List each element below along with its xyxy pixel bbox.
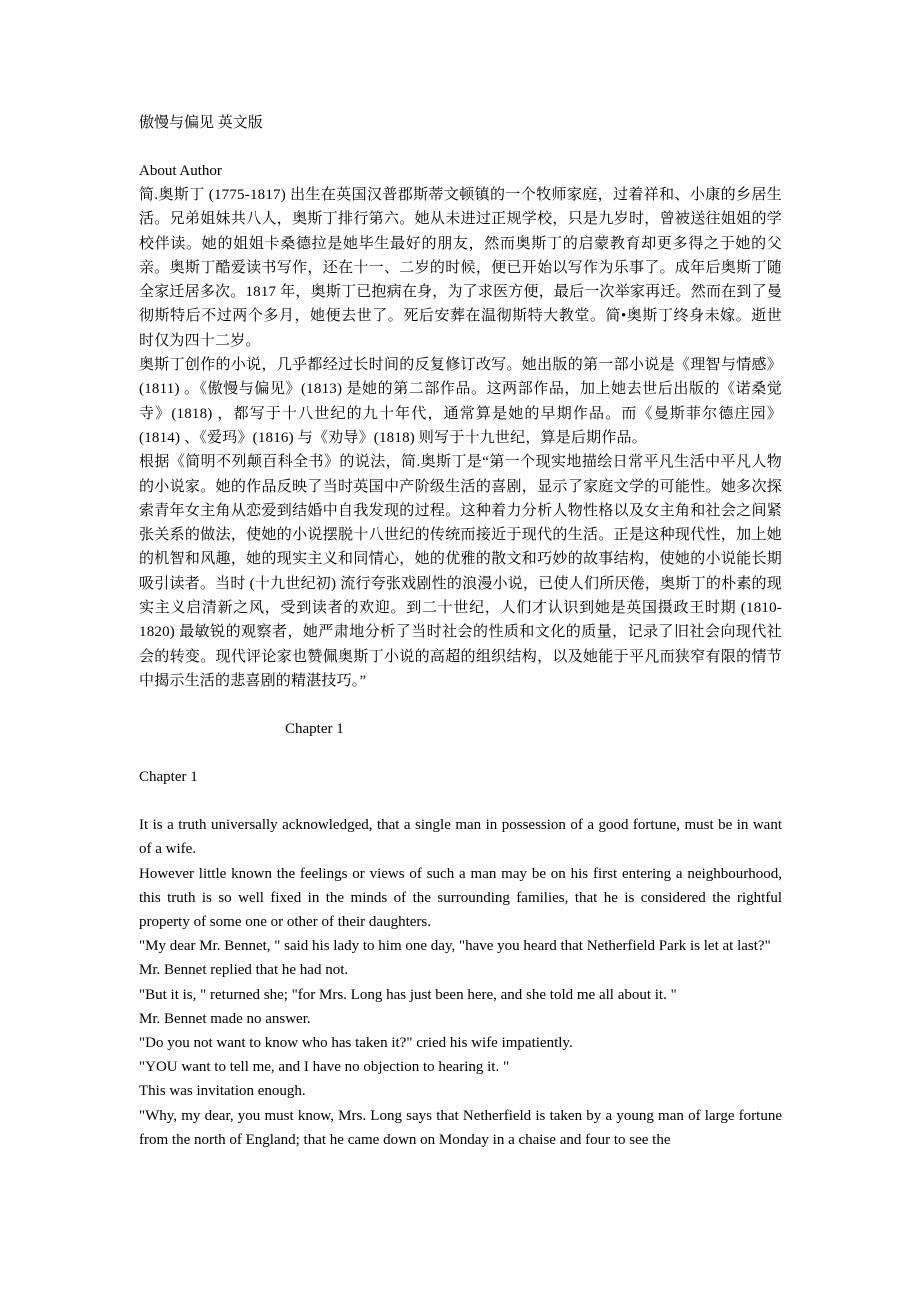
chapter-paragraph: However little known the feelings or views of such a man may be on his first entering a neighbourhood, this truth is so well fixed in the minds of the surrounding families, that he is considered the rightful property of some one or other of their daughters.	[139, 865, 782, 931]
chapter-text	[139, 813, 782, 1152]
about-author-section	[139, 183, 782, 693]
document-title: 傲慢与偏见 英文版	[139, 115, 263, 131]
chapter-paragraph: Mr. Bennet made no answer.	[139, 1010, 311, 1027]
chapter-paragraph: "YOU want to tell me, and I have no objection to hearing it. "	[139, 1059, 510, 1076]
document-page	[139, 111, 782, 1152]
chapter-paragraph: "My dear Mr. Bennet, " said his lady to him one day, "have you heard that Netherfield Park is let at last?"	[139, 938, 771, 955]
chapter-heading-centered: Chapter 1	[285, 721, 344, 738]
chapter-heading: Chapter 1	[139, 769, 198, 786]
chapter-paragraph: It is a truth universally acknowledged, that a single man in possession of a good fortune, must be in want of a wife.	[139, 817, 782, 858]
chapter-paragraph: This was invitation enough.	[139, 1083, 306, 1100]
chapter-paragraph: "But it is, " returned she; "for Mrs. Long has just been here, and she told me all about it. "	[139, 986, 677, 1003]
about-author-heading: About Author	[139, 163, 222, 179]
chapter-paragraph: "Do you not want to know who has taken it?" cried his wife impatiently.	[139, 1035, 573, 1052]
chapter-paragraph: Mr. Bennet replied that he had not.	[139, 962, 349, 979]
about-paragraph: 根据《简明不列颠百科全书》的说法，简.奥斯丁是“第一个现实地描绘日常平凡生活中平凡人物的小说家。她的作品反映了当时英国中产阶级生活的喜剧，显示了家庭文学的可能性。她多次探索青年女主角从恋爱到结婚中自我发现的过程。这种着力分析人物性格以及女主角和社会之间紧张关系的做法，使她的小说摆脱十八世纪的传统而接近于现代的生活。正是这种现代性，加上她的机智和风趣，她的现实主义和同情心，她的优雅的散文和巧妙的故事结构，使她的小说能长期吸引读者。当时 (十九世纪初) 流行夸张戏剧性的浪漫小说，已使人们所厌倦，奥斯丁的朴素的现实主义启清新之风，受到读者的欢迎。到二十世纪，人们才认识到她是英国摄政王时期 (1810-1820) 最敏锐的观察者，她严肃地分析了当时社会的性质和文化的质量，记录了旧社会向现代社会的转变。现代评论家也赞佩奥斯丁小说的高超的组织结构，以及她能于平凡而狭窄有限的情节中揭示生活的悲喜剧的精湛技巧。”	[139, 454, 782, 689]
chapter-paragraph: "Why, my dear, you must know, Mrs. Long says that Netherfield is taken by a young man of large fortune from the north of England; that he came down on Monday in a chaise and four to see the	[139, 1107, 782, 1148]
about-paragraph: 简.奥斯丁 (1775-1817) 出生在英国汉普郡斯蒂文顿镇的一个牧师家庭，过着祥和、小康的乡居生活。兄弟姐妹共八人，奥斯丁排行第六。她从未进过正规学校，只是九岁时，曾被送往姐姐的学校伴读。她的姐姐卡桑德拉是她毕生最好的朋友，然而奥斯丁的启蒙教育却更多得之于她的父亲。奥斯丁酷爱读书写作，还在十一、二岁的时候，便已开始以写作为乐事了。成年后奥斯丁随全家迁居多次。1817 年，奥斯丁已抱病在身，为了求医方便，最后一次举家再迁。然而在到了曼彻斯特后不过两个多月，她便去世了。死后安葬在温彻斯特大教堂。简•奥斯丁终身未嫁。逝世时仅为四十二岁。	[139, 187, 782, 349]
about-paragraph: 奥斯丁创作的小说，几乎都经过长时间的反复修订改写。她出版的第一部小说是《理智与情感》(1811) 。《傲慢与偏见》(1813) 是她的第二部作品。这两部作品，加上她去世后出版的《诺桑觉寺》(1818) ，都写于十八世纪的九十年代，通常算是她的早期作品。而《曼斯菲尔德庄园》(1814) 、《爱玛》(1816) 与《劝导》(1818) 则写于十九世纪，算是后期作品。	[139, 357, 782, 446]
